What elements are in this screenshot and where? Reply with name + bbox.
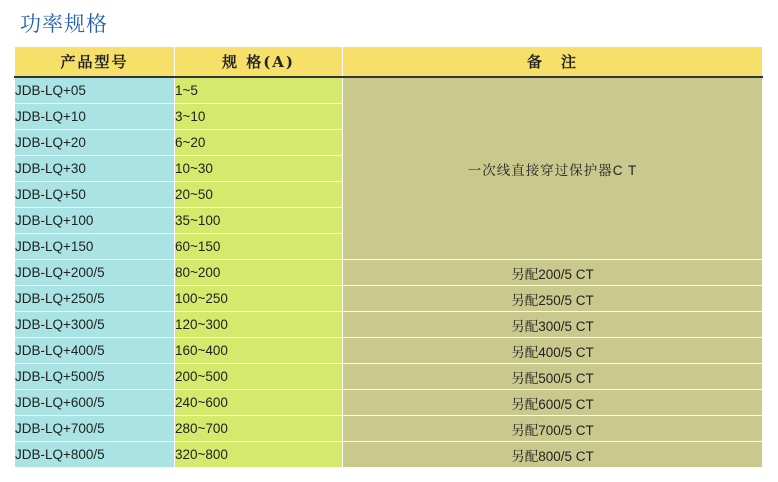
header-model: 产品型号: [15, 47, 175, 78]
model-cell: JDB-LQ+10: [15, 104, 175, 130]
model-cell: JDB-LQ+150: [15, 234, 175, 260]
range-cell: 1~5: [175, 77, 343, 104]
model-cell: JDB-LQ+300/5: [15, 312, 175, 338]
range-cell: 280~700: [175, 416, 343, 442]
model-cell: JDB-LQ+100: [15, 208, 175, 234]
range-cell: 60~150: [175, 234, 343, 260]
model-cell: JDB-LQ+500/5: [15, 364, 175, 390]
model-cell: JDB-LQ+30: [15, 156, 175, 182]
model-cell: JDB-LQ+200/5: [15, 260, 175, 286]
range-cell: 20~50: [175, 182, 343, 208]
model-cell: JDB-LQ+50: [15, 182, 175, 208]
table-row: [15, 77, 763, 104]
note-cell: 另配400/5 CT: [343, 338, 763, 364]
note-cell: 另配300/5 CT: [343, 312, 763, 338]
range-cell: 3~10: [175, 104, 343, 130]
range-cell: 100~250: [175, 286, 343, 312]
header-range: 规 格(A): [175, 47, 343, 78]
model-cell: JDB-LQ+400/5: [15, 338, 175, 364]
note-cell: 另配200/5 CT: [343, 260, 763, 286]
table-row: [15, 260, 763, 286]
table-row: [15, 416, 763, 442]
page-title: 功率规格: [20, 12, 108, 36]
model-cell: JDB-LQ+05: [15, 77, 175, 104]
table-row: [15, 338, 763, 364]
range-cell: 10~30: [175, 156, 343, 182]
note-cell: 另配250/5 CT: [343, 286, 763, 312]
table-row: [15, 442, 763, 468]
range-cell: 6~20: [175, 130, 343, 156]
table-header-row: [15, 47, 763, 78]
model-cell: JDB-LQ+20: [15, 130, 175, 156]
spec-table: [14, 46, 763, 468]
header-note: 备 注: [343, 47, 763, 78]
model-cell: JDB-LQ+700/5: [15, 416, 175, 442]
range-cell: 240~600: [175, 390, 343, 416]
model-cell: JDB-LQ+600/5: [15, 390, 175, 416]
note-cell: 另配600/5 CT: [343, 390, 763, 416]
range-cell: 120~300: [175, 312, 343, 338]
range-cell: 80~200: [175, 260, 343, 286]
table-row: [15, 390, 763, 416]
note-cell: 另配500/5 CT: [343, 364, 763, 390]
model-cell: JDB-LQ+800/5: [15, 442, 175, 468]
table-row: [15, 286, 763, 312]
range-cell: 200~500: [175, 364, 343, 390]
merged-note-cell: 一次线直接穿过保护器C T: [343, 77, 763, 260]
range-cell: 35~100: [175, 208, 343, 234]
range-cell: 320~800: [175, 442, 343, 468]
range-cell: 160~400: [175, 338, 343, 364]
model-cell: JDB-LQ+250/5: [15, 286, 175, 312]
note-cell: 另配800/5 CT: [343, 442, 763, 468]
table-row: [15, 364, 763, 390]
table-row: [15, 312, 763, 338]
note-cell: 另配700/5 CT: [343, 416, 763, 442]
